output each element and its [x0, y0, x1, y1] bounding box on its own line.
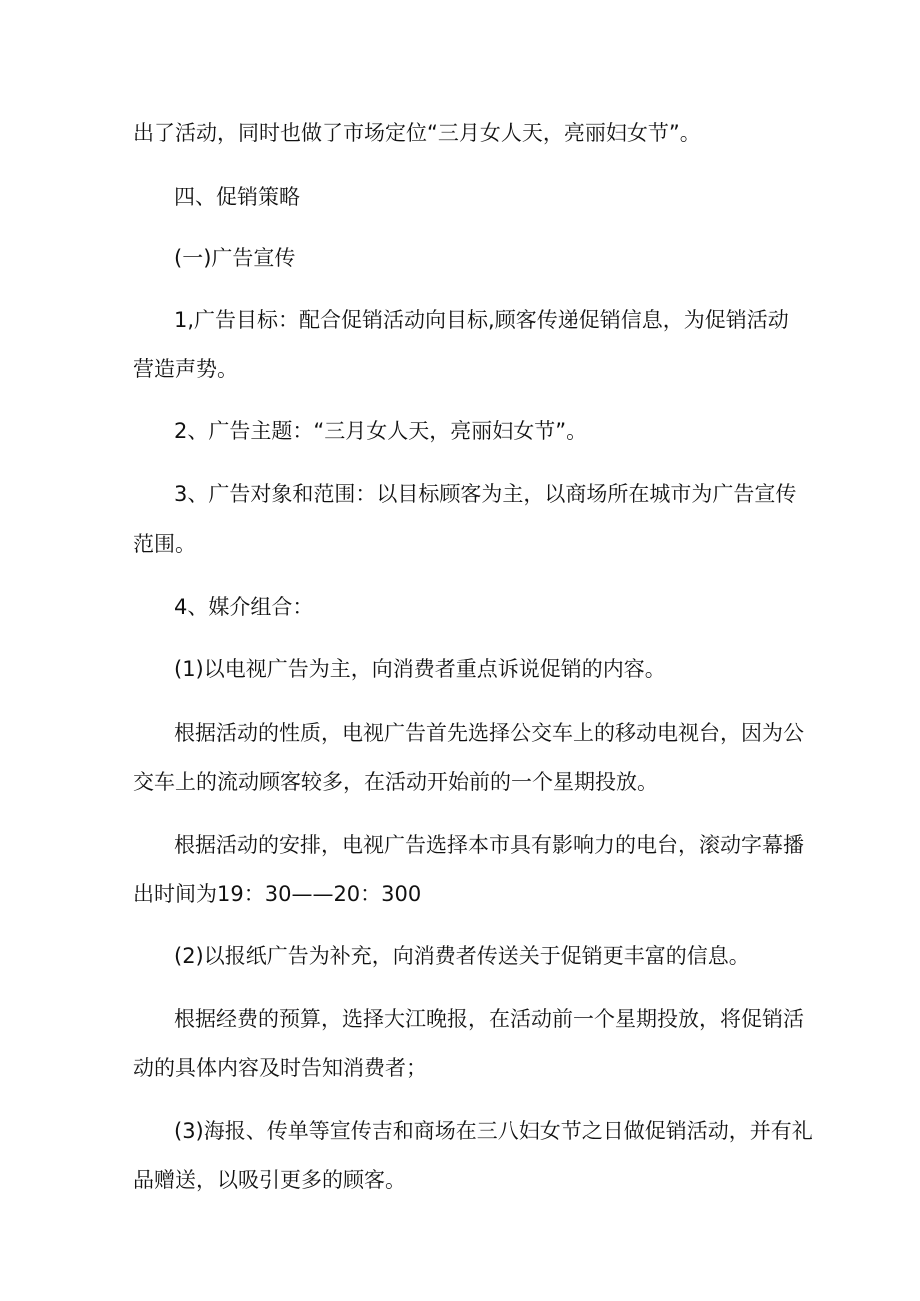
paragraph-line: 动的具体内容及时告知消费者； — [133, 1056, 427, 1080]
paragraph-line: 范围。 — [133, 532, 196, 556]
paragraph-line: 营造声势。 — [133, 357, 238, 381]
paragraph-line: 1,广告目标：配合促销活动向目标,顾客传递促销信息，为促销活动 — [174, 308, 789, 332]
paragraph-line: 4、媒介组合： — [174, 595, 314, 619]
paragraph-line: 根据经费的预算，选择大江晚报，在活动前一个星期投放，将促销活 — [174, 1007, 804, 1031]
paragraph-line: (2)以报纸广告为补充，向消费者传送关于促销更丰富的信息。 — [174, 944, 750, 968]
section-heading: 四、促销策略 — [174, 185, 300, 209]
subsection-heading: (一)广告宣传 — [174, 246, 296, 270]
paragraph-line: 出了活动，同时也做了市场定位“三月女人天，亮丽妇女节”。 — [133, 121, 701, 145]
paragraph-line: 根据活动的安排，电视广告选择本市具有影响力的电台，滚动字幕播 — [174, 833, 804, 857]
paragraph-line: 3、广告对象和范围：以目标顾客为主，以商场所在城市为广告宣传 — [174, 482, 797, 506]
paragraph-line: 交车上的流动顾客较多，在活动开始前的一个星期投放。 — [133, 770, 658, 794]
paragraph-line: 品赠送，以吸引更多的顾客。 — [133, 1168, 406, 1192]
paragraph-line: (3)海报、传单等宣传吉和商场在三八妇女节之日做促销活动，并有礼 — [174, 1119, 813, 1143]
paragraph-line: 根据活动的性质，电视广告首先选择公交车上的移动电视台，因为公 — [174, 721, 804, 745]
paragraph-line: 2、广告主题：“三月女人天，亮丽妇女节”。 — [174, 419, 588, 443]
paragraph-line: 出时间为19：30——20：300 — [133, 882, 422, 906]
paragraph-line: (1)以电视广告为主，向消费者重点诉说促销的内容。 — [174, 657, 666, 681]
